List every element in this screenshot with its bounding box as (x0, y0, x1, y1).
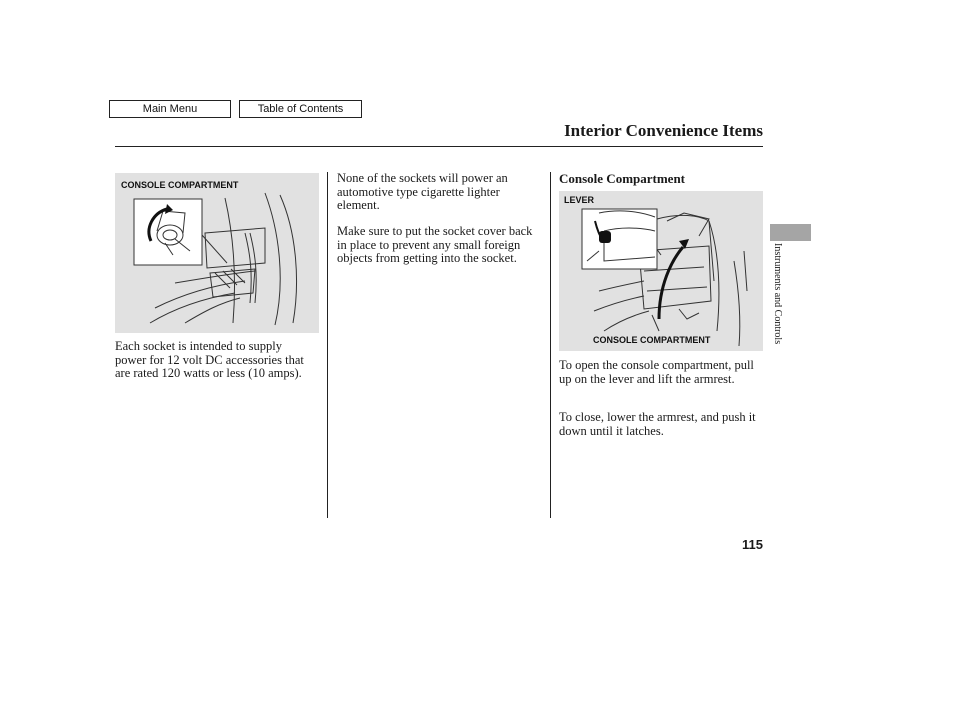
column-divider-right (550, 172, 551, 518)
compartment-label: CONSOLE COMPARTMENT (593, 335, 711, 345)
main-menu-button[interactable]: Main Menu (109, 100, 231, 118)
section-tab (770, 224, 811, 241)
close-instructions-paragraph: To close, lower the armrest, and push it down until it latches. (559, 410, 756, 438)
section-heading: Console Compartment (559, 171, 686, 186)
page-number: 115 (742, 537, 763, 552)
figure-label: CONSOLE COMPARTMENT (121, 180, 239, 190)
column-divider-left (327, 172, 328, 518)
section-side-label: Instruments and Controls (772, 243, 783, 345)
console-compartment-illustration (559, 191, 763, 351)
console-socket-illustration (115, 173, 319, 333)
lever-label: LEVER (564, 195, 595, 205)
console-compartment-figure (559, 191, 763, 351)
socket-cover-paragraph: Make sure to put the socket cover back in place to prevent any small foreign objects from getting into the socket. (337, 224, 533, 265)
page-title: Interior Convenience Items (564, 121, 763, 140)
console-socket-figure (115, 173, 319, 333)
cigarette-lighter-paragraph: None of the sockets will power an automotive type cigarette lighter element. (337, 171, 508, 212)
socket-power-paragraph: Each socket is intended to supply power for 12 volt DC accessories that are rated 120 watts or less (10 amps). (115, 339, 304, 380)
open-instructions-paragraph: To open the console compartment, pull up on the lever and lift the armrest. (559, 358, 754, 386)
header-rule (115, 146, 763, 147)
table-of-contents-button[interactable]: Table of Contents (239, 100, 362, 118)
